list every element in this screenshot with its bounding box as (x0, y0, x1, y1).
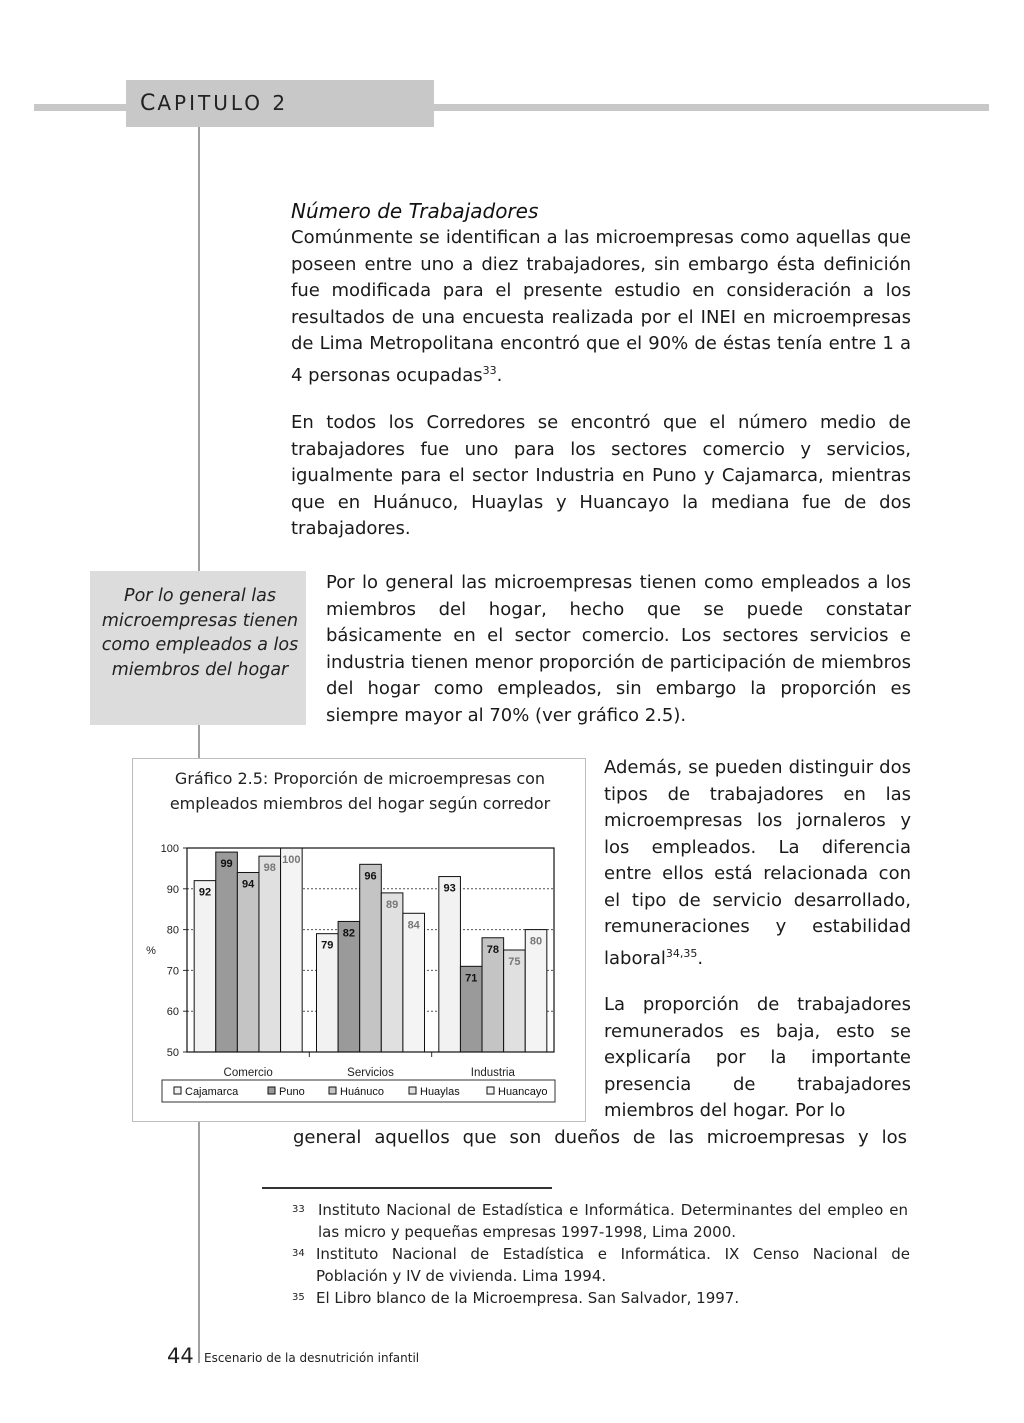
bar (259, 856, 281, 1052)
legend-label: Huancayo (498, 1086, 548, 1098)
paragraph-4: Además, se pueden distinguir dos tipos de trabajadores en las microempresas los jornaleros y los empleados. La diferencia entre ellos está relacionada con el tipo de servicio desarrollado, remuneraciones y estabilidad laboral$^{34,35}$. (604, 757, 911, 969)
chart-title-line-2: empleados miembros del hogar según corredor (169, 794, 551, 813)
data-label: 96 (364, 870, 377, 883)
footnote-35-num: 35 (292, 1292, 305, 1303)
section-title: Número de Trabajadores (291, 199, 539, 223)
legend-swatch (268, 1087, 275, 1094)
x-tick-label: Comercio (223, 1067, 273, 1079)
paragraph-1: Comúnmente se identifican a las microempresas como aquellas que poseen entre uno a diez trabajadores, sin embargo ésta definición fue modificada para el presente estudio en consideración a los resultados de una encuesta realizada por el INEI en microempresas de Lima Metropolitana encontró que el 90% de éstas tenía entre 1 a 4 personas ocupadas$^{33}$. (291, 227, 911, 386)
footnote-ref-33: 33 (482, 363, 497, 377)
data-label: 100 (282, 854, 301, 866)
footnote-33-num: 33 (292, 1204, 305, 1215)
bar-chart (132, 758, 586, 1122)
chapter-heading (140, 91, 288, 116)
bar (525, 930, 547, 1052)
footnote-33-line-2: las micro y pequeñas empresas 1997-1998, Lima 2000. (318, 1223, 737, 1241)
data-label: 99 (220, 858, 233, 871)
data-label: 93 (443, 882, 456, 895)
x-tick-label: Industria (470, 1067, 515, 1079)
margin-rule (198, 127, 200, 1363)
x-tick-label: Servicios (347, 1067, 394, 1079)
data-label: 75 (508, 956, 521, 968)
legend-swatch (174, 1087, 181, 1094)
y-tick-label: 100 (160, 843, 179, 855)
data-label: 98 (263, 862, 276, 875)
y-tick-label: 50 (166, 1047, 179, 1059)
legend-swatch (487, 1087, 494, 1094)
bar (439, 877, 461, 1052)
paragraph-3: Por lo general las microempresas tienen como empleados a los miembros del hogar, hecho que se puede constatar básicamente en el sector comercio. Los sectores servicios e industria tienen menor proporción de participación de miembros del hogar como empleados, sin embargo la proporción es siempre mayor al 70% (ver gráfico 2.5). (326, 572, 911, 726)
bar (381, 893, 403, 1052)
paragraph-2: En todos los Corredores se encontró que el número medio de trabajadores fue uno para los sectores comercio y servicios, igualmente para el sector Industria en Puno y Cajamarca, mientras que en Huánuco, Huaylas y Huancayo la mediana fue de dos trabajadores. (291, 412, 911, 539)
footnote-33-line-1: Instituto Nacional de Estadística e Informática. Determinantes del empleo en (318, 1201, 908, 1219)
pull-quote-text: Por lo general las microempresas tienen como empleados a los miembros del hogar (101, 586, 299, 680)
footnote-34-num: 34 (292, 1248, 305, 1259)
data-label: 80 (529, 935, 543, 948)
data-label: 79 (321, 939, 334, 952)
chapter-initial: C (140, 91, 158, 116)
footnote-34-line-2: Población y IV de vivienda. Lima 1994. (316, 1267, 607, 1285)
legend-label: Huánuco (340, 1086, 385, 1098)
data-label: 78 (486, 943, 499, 956)
bar (281, 848, 303, 1052)
data-label: 82 (342, 927, 356, 940)
paragraph-6: general aquellos que son dueños de las microempresas y los (293, 1127, 907, 1148)
bar (194, 881, 216, 1052)
y-tick-label: 60 (166, 1006, 179, 1019)
bar (360, 864, 382, 1052)
legend-label: Huaylas (420, 1086, 460, 1098)
y-tick-label: 80 (166, 924, 179, 937)
y-axis-label: % (146, 945, 156, 957)
legend-label: Cajamarca (185, 1086, 239, 1098)
page-number: 44 (167, 1344, 194, 1368)
footnote-34-line-1: Instituto Nacional de Estadística e Informática. IX Censo Nacional de (316, 1245, 910, 1263)
chart-title-line-1: Gráfico 2.5: Proporción de microempresas con (174, 769, 546, 788)
running-footer: Escenario de la desnutrición infantil (204, 1351, 420, 1365)
bar (403, 913, 425, 1052)
legend-swatch (329, 1087, 336, 1094)
data-label: 71 (465, 972, 478, 985)
y-tick-label: 90 (166, 883, 179, 896)
data-label: 94 (242, 878, 255, 891)
footnote-35-line-1: El Libro blanco de la Microempresa. San Salvador, 1997. (316, 1289, 740, 1307)
bar (237, 872, 259, 1052)
chapter-label: APITULO 2 (157, 91, 289, 115)
data-label: 92 (198, 886, 212, 899)
bar (338, 921, 360, 1052)
footnote-ref-34-35: 34,35 (665, 946, 698, 960)
data-label: 89 (385, 898, 399, 911)
legend-swatch (409, 1087, 416, 1094)
y-tick-label: 70 (166, 965, 179, 978)
legend-label: Puno (279, 1086, 305, 1098)
footnote-rule (262, 1187, 552, 1189)
data-label: 84 (407, 919, 420, 932)
bar (216, 852, 238, 1052)
paragraph-5: La proporción de trabajadores remunerados es baja, esto se explicaría por la importante presencia de trabajadores miembros del hogar. Por lo (604, 994, 911, 1121)
